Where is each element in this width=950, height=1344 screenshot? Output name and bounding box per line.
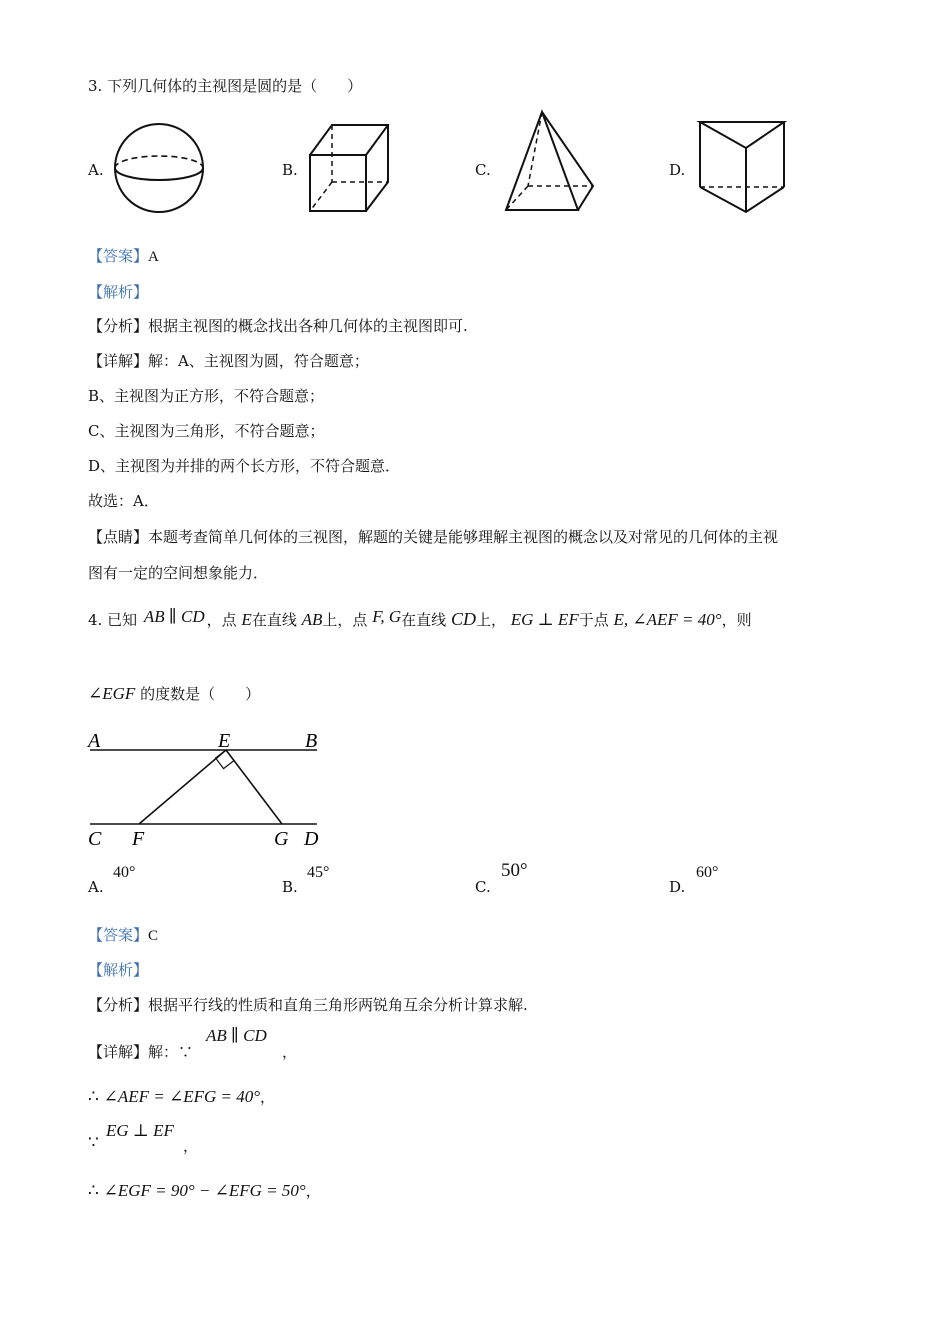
q4-answer: [88, 925, 158, 946]
stem-math: ∠EGF: [88, 684, 136, 703]
q4-option-a-label: A.: [88, 878, 104, 896]
fenxi-text: 根据主视图的概念找出各种几何体的主视图即可.: [148, 317, 468, 335]
fenxi-tag: 【分析】: [88, 317, 149, 335]
q4-option-b-value: 45°: [307, 864, 330, 881]
stem-math: AB ∥ CD: [143, 607, 205, 626]
q3-answer: [88, 246, 159, 267]
q3-option-a-label: A.: [88, 161, 104, 179]
fenxi-tag: 【分析】: [88, 996, 149, 1014]
stem-math: EG ⊥ EF: [510, 610, 579, 629]
stem-text: ，点: [206, 611, 237, 629]
label-a: A: [88, 730, 101, 752]
dianjing-text: 本题考查简单几何体的三视图，解题的关键是能够理解主视图的概念以及对常见的几何体的主视: [148, 528, 779, 546]
comma: ，: [260, 1088, 276, 1106]
q4-option-d-value: 60°: [696, 864, 719, 881]
stem-text: 上，: [475, 611, 506, 629]
q4-option-d-label: D.: [669, 878, 686, 896]
step3-expr: EG ⊥ EF: [106, 1121, 174, 1140]
q4-step3-prefix: ∵: [88, 1133, 99, 1153]
sphere-figure: [112, 122, 208, 218]
pyramid-figure: [500, 108, 600, 216]
stem-text: 在直线: [401, 611, 447, 629]
step4-expr: ∠EGF = 90° − ∠EFG = 50°: [103, 1181, 306, 1200]
label-b: B: [305, 730, 318, 752]
q4-option-a-value: 40°: [113, 864, 136, 881]
stem-text: 的度数是（ ）: [140, 685, 261, 703]
q3-xiangjie: [88, 351, 369, 371]
q4-analysis-tag: 【解析】: [88, 961, 149, 979]
label-c: C: [88, 828, 102, 850]
comma: ，: [305, 1182, 321, 1200]
therefore-symbol: ∴: [88, 1181, 99, 1201]
q4-xiangjie: [88, 1042, 193, 1062]
q3-analysis-tag: 【解析】: [88, 283, 149, 301]
stem-text: 于点: [578, 611, 609, 629]
stem-math: F, G: [372, 607, 402, 626]
cube-figure: [305, 120, 397, 220]
therefore-symbol: ∴: [88, 1087, 99, 1107]
q4-stem: [88, 609, 752, 630]
stem-math: E: [241, 610, 252, 629]
xiangjie-tag: 【详解】: [88, 352, 149, 370]
stem-text: ，则: [721, 611, 752, 629]
q3-dianjing-cont: 图有一定的空间想象能力．: [88, 564, 269, 582]
answer-value: C: [148, 928, 159, 944]
stem-math: CD: [450, 609, 476, 629]
label-g: G: [274, 828, 289, 850]
q4-stem-cont: [88, 684, 260, 704]
q3-fenxi: [88, 316, 468, 336]
q4-step4: [88, 1181, 321, 1201]
step1-expr: AB ∥ CD: [206, 1026, 267, 1045]
answer-tag: 【答案】: [88, 247, 149, 265]
q4-fenxi: [88, 995, 528, 1015]
stem-text: 在直线: [251, 611, 297, 629]
q3-dianjing: [88, 527, 778, 547]
label-d: D: [304, 828, 319, 850]
q4-option-c-label: C.: [475, 878, 491, 896]
q3-stem: 3. 下列几何体的主视图是圆的是（ ）: [88, 77, 363, 95]
q4-option-b-label: B.: [282, 878, 298, 896]
step3-comma: ，: [183, 1137, 199, 1155]
answer-value: A: [148, 249, 159, 265]
q3-conclusion: 故选：A．: [88, 492, 159, 510]
q3-option-b-label: B.: [282, 161, 298, 179]
prism-figure: [696, 118, 788, 218]
fenxi-text: 根据平行线的性质和直角三角形两锐角互余分析计算求解.: [148, 996, 528, 1014]
xiangjie-text: 解：A、主视图为圆，符合题意；: [148, 352, 369, 370]
answer-tag: 【答案】: [88, 926, 149, 944]
step2-expr: ∠AEF = ∠EFG = 40°: [103, 1087, 261, 1106]
label-f: F: [132, 828, 145, 850]
q3-option-d-label: D.: [669, 161, 686, 179]
stem-math: AB: [301, 610, 323, 629]
parallel-lines-figure: [86, 728, 326, 853]
stem-text: 上，点: [322, 611, 368, 629]
dianjing-tag: 【点睛】: [88, 528, 149, 546]
q3-line-c: C、主视图为三角形，不符合题意；: [88, 422, 325, 440]
q3-line-b: B、主视图为正方形，不符合题意；: [88, 387, 325, 405]
label-e: E: [218, 730, 231, 752]
q3-line-d: D、主视图为并排的两个长方形，不符合题意．: [88, 457, 401, 475]
xiangjie-text: 解：∵: [148, 1043, 194, 1061]
q4-option-c-value: 50°: [501, 860, 528, 881]
q3-option-c-label: C.: [475, 161, 491, 179]
stem-math: E, ∠AEF = 40°: [613, 610, 722, 629]
stem-text: 4. 已知: [88, 611, 138, 629]
xiangjie-tag: 【详解】: [88, 1043, 149, 1061]
q4-step2: [88, 1087, 275, 1107]
step1-comma: ，: [282, 1043, 298, 1061]
